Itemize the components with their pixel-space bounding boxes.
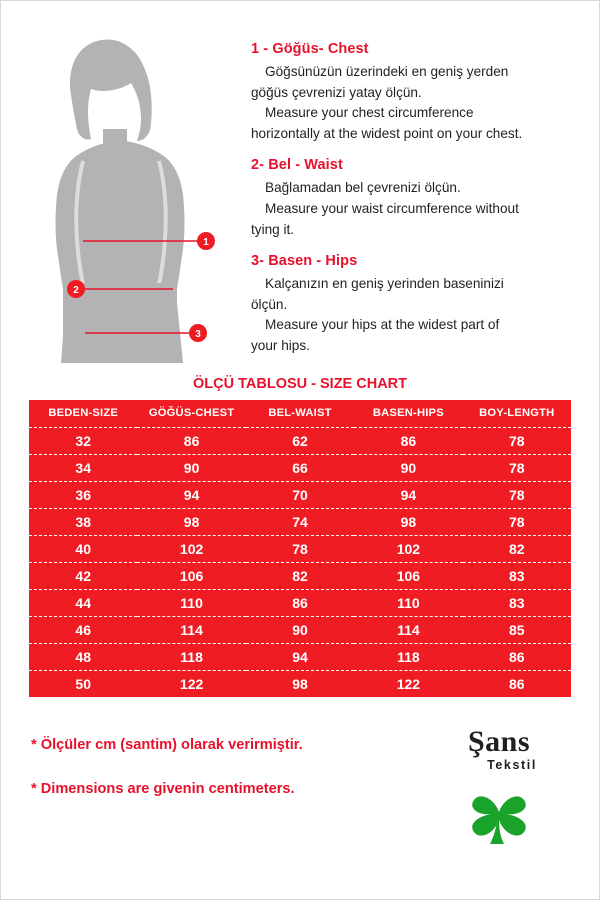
- instruction-chest-heading: 1 - Göğüs- Chest: [251, 41, 369, 57]
- table-row: [29, 643, 571, 670]
- instruction-hips-line-3: Measure your hips at the widest part of: [265, 317, 500, 333]
- cell-hips: 106: [354, 562, 462, 589]
- brand-subtitle: Tekstil: [487, 757, 537, 772]
- cell-waist: 86: [246, 589, 354, 616]
- footer-section: [1, 697, 599, 851]
- cell-hips: 98: [354, 508, 462, 535]
- table-row: [29, 562, 571, 589]
- col-header-boy-length: BOY-LENGTH: [463, 400, 571, 428]
- cell-waist: 94: [246, 643, 354, 670]
- cell-size: 48: [29, 643, 137, 670]
- instruction-hips: [251, 253, 583, 355]
- cell-length: 83: [463, 562, 571, 589]
- cell-size: 40: [29, 535, 137, 562]
- note-tr: * Ölçüler cm (santim) olarak verirmiştir.: [31, 736, 303, 753]
- instruction-waist-line-1: Bağlamadan bel çevrenizi ölçün.: [265, 180, 461, 196]
- table-row: [29, 589, 571, 616]
- clover-icon: [464, 782, 534, 846]
- cell-size: 42: [29, 562, 137, 589]
- col-header-bel-waist: BEL-WAIST: [246, 400, 354, 428]
- cell-hips: 122: [396, 675, 421, 692]
- cell-chest: 86: [137, 427, 245, 454]
- size-table-wrapper: [1, 400, 599, 697]
- woman-silhouette-icon: [27, 33, 237, 373]
- instruction-waist-line-2: Measure your waist circumference without: [265, 201, 519, 217]
- cell-waist: 78: [246, 535, 354, 562]
- cell-length: 83: [463, 589, 571, 616]
- cell-length: 82: [463, 535, 571, 562]
- cell-chest: 98: [137, 508, 245, 535]
- instruction-hips-heading: 3- Basen - Hips: [251, 253, 358, 270]
- marker-3-label: 3: [195, 329, 201, 340]
- marker-2-label: 2: [73, 285, 79, 296]
- cell-size: 50: [75, 675, 91, 692]
- cell-chest: 114: [137, 616, 245, 643]
- size-table: [29, 400, 571, 697]
- cell-chest: 94: [137, 481, 245, 508]
- cell-chest: 106: [137, 562, 245, 589]
- cell-hips: 118: [354, 643, 462, 670]
- table-header-row: [29, 400, 571, 428]
- cell-length: 86: [508, 675, 525, 692]
- notes-list: [31, 723, 429, 825]
- cell-waist: 82: [246, 562, 354, 589]
- cell-chest: 102: [137, 535, 245, 562]
- instruction-hips-line-4: your hips.: [251, 338, 310, 354]
- col-header-basen-hips: BASEN-HIPS: [354, 400, 462, 428]
- cell-hips: 114: [354, 616, 462, 643]
- cell-waist: 90: [246, 616, 354, 643]
- cell-length: 78: [463, 454, 571, 481]
- instruction-chest-line-1: Göğsünüzün üzerindeki en geniş yerden: [265, 64, 509, 79]
- instruction-chest-line-2: göğüs çevrenizi yatay ölçün.: [251, 84, 422, 100]
- table-row: [29, 670, 571, 697]
- cell-waist: 70: [246, 481, 354, 508]
- cell-size: 46: [29, 616, 137, 643]
- body-figure: [17, 29, 247, 369]
- col-header-gogus-chest: GÖĞÜS-CHEST: [137, 400, 245, 428]
- table-row: [29, 481, 571, 508]
- cell-size: 38: [29, 508, 137, 535]
- cell-length: 78: [463, 427, 571, 454]
- instruction-waist-heading: 2- Bel - Waist: [251, 157, 343, 174]
- cell-chest: 90: [137, 454, 245, 481]
- cell-length: 78: [463, 481, 571, 508]
- cell-size: 44: [29, 589, 137, 616]
- cell-chest: 122: [179, 675, 204, 692]
- cell-hips: 94: [354, 481, 462, 508]
- marker-1-label: 1: [203, 237, 209, 248]
- cell-waist: 62: [246, 427, 354, 454]
- top-section: [1, 1, 599, 370]
- cell-waist: 66: [246, 454, 354, 481]
- brand-name: Şans: [467, 724, 531, 758]
- instruction-chest-line-3: Measure your chest circumference: [265, 105, 474, 121]
- cell-waist: 74: [246, 508, 354, 535]
- cell-size: 32: [29, 427, 137, 454]
- instruction-waist: [251, 157, 583, 239]
- cell-hips: 110: [354, 589, 462, 616]
- cell-length: 86: [463, 643, 571, 670]
- cell-size: 36: [29, 481, 137, 508]
- cell-size: 34: [29, 454, 137, 481]
- cell-hips: 86: [354, 427, 462, 454]
- instructions-panel: [247, 29, 583, 370]
- table-row: [29, 508, 571, 535]
- cell-chest: 110: [137, 589, 245, 616]
- cell-length: 78: [463, 508, 571, 535]
- table-row: [29, 616, 571, 643]
- instruction-hips-line-1: Kalçanızın en geniş yerinden baseninizi: [265, 276, 504, 292]
- note-en: * Dimensions are givenin centimeters.: [31, 780, 295, 797]
- cell-hips: 90: [354, 454, 462, 481]
- col-header-beden-size: BEDEN-SIZE: [29, 400, 137, 428]
- cell-hips: 102: [354, 535, 462, 562]
- instruction-chest: [251, 41, 583, 143]
- cell-waist: 98: [292, 675, 308, 692]
- table-title: ÖLÇÜ TABLOSU - SIZE CHART: [193, 375, 407, 392]
- cell-length: 85: [463, 616, 571, 643]
- table-row: [29, 535, 571, 562]
- table-row: [29, 427, 571, 454]
- brand-logo: [429, 723, 569, 851]
- cell-chest: 118: [137, 643, 245, 670]
- instruction-hips-line-2: ölçün.: [251, 296, 288, 312]
- table-row: [29, 454, 571, 481]
- instruction-waist-line-3: tying it.: [251, 221, 295, 237]
- instruction-chest-line-4: horizontally at the widest point on your chest.: [251, 125, 523, 141]
